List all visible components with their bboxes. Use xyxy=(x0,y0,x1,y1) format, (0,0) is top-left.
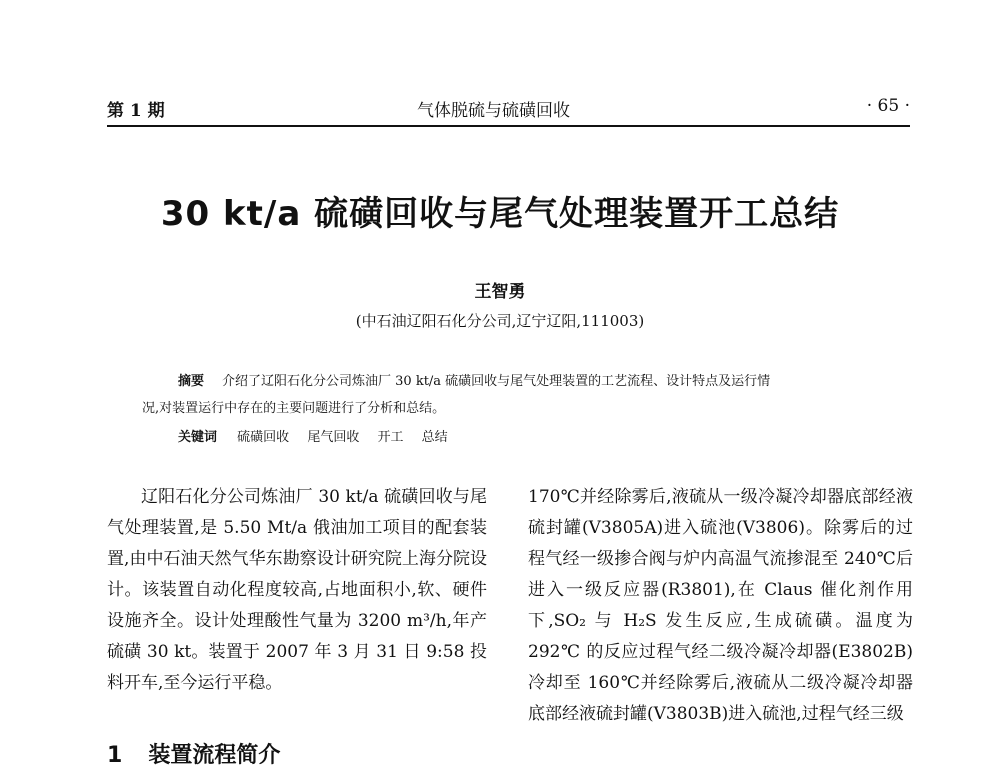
keyword-item: 开工 xyxy=(377,430,404,445)
abstract-label: 摘要 xyxy=(178,374,205,389)
abstract-text-line2: 况,对装置运行中存在的主要问题进行了分析和总结。 xyxy=(142,401,446,416)
keyword-item: 尾气回收 xyxy=(307,430,360,445)
author-name: 王智勇 xyxy=(474,282,526,302)
page-number: · 65 · xyxy=(866,96,910,116)
running-header xyxy=(107,96,910,124)
header-rule xyxy=(107,125,910,127)
process-paragraph: 170℃并经除雾后,液硫从一级冷凝冷却器底部经液硫封罐(V3805A)进入硫池(V3806)。除雾后的过程气经一级掺合阀与炉内高温气流掺混至 240℃后进入一级反应器(R3801),在 Claus 催化剂作用下,SO₂ 与 H₂S 发生反应,生成硫磺。温度为 292℃ 的反应过程气经二级冷凝冷却器(E3802B)冷却至 160℃并经除雾后,液硫从二级冷凝冷却器底部经液硫封罐(V3803B)进入硫池,过程气经三级 xyxy=(528,487,913,724)
keywords xyxy=(178,426,462,445)
abstract-text-line1: 介绍了辽阳石化分公司炼油厂 30 kt/a 硫磺回收与尾气处理装置的工艺流程、设计特点及运行情 xyxy=(222,374,771,389)
section-number: 1 xyxy=(107,743,123,768)
issue-number: 第 1 期 xyxy=(107,101,165,121)
journal-name: 气体脱硫与硫磺回收 xyxy=(417,101,570,121)
section-title: 装置流程简介 xyxy=(148,743,281,768)
keywords-label: 关键词 xyxy=(178,430,218,445)
keyword-item: 总结 xyxy=(421,430,448,445)
abstract xyxy=(142,368,877,422)
section-heading xyxy=(107,738,280,769)
author-affiliation: (中石油辽阳石化分公司,辽宁辽阳,111003) xyxy=(355,312,645,330)
right-column xyxy=(528,482,913,730)
left-column xyxy=(107,482,487,699)
intro-paragraph: 辽阳石化分公司炼油厂 30 kt/a 硫磺回收与尾气处理装置,是 5.50 Mt/a 俄油加工项目的配套装置,由中石油天然气华东勘察设计研究院上海分院设计。该装置自动化程度较高,占地面积小,软、硬件设施齐全。设计处理酸性气量为 3200 m³/h,年产硫磺 30 kt。装置于 2007 年 3 月 31 日 9:58 投料开车,至今运行平稳。 xyxy=(107,487,487,693)
keyword-item: 硫磺回收 xyxy=(237,430,290,445)
paper-title: 30 kt/a 硫磺回收与尾气处理装置开工总结 xyxy=(160,194,840,234)
